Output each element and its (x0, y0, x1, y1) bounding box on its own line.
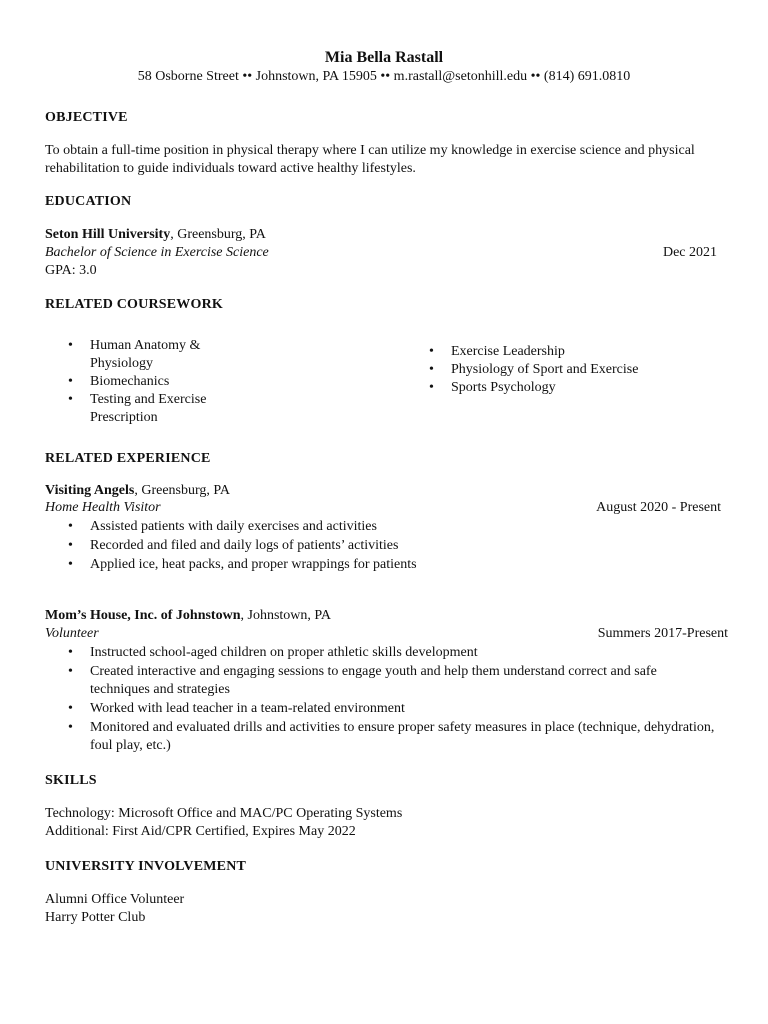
list-item: • Sports Psychology (429, 380, 556, 395)
bullet-icon: • (429, 362, 434, 377)
job-title: Home Health Visitor (45, 500, 161, 515)
school-location: , Greensburg, PA (170, 227, 266, 242)
job-org-line (45, 607, 331, 625)
resume-name: Mia Bella Rastall (324, 49, 444, 66)
skills-additional: Additional: First Aid/CPR Certified, Expires May 2022 (45, 824, 356, 839)
graduation-date: Dec 2021 (662, 245, 717, 260)
list-item: • Testing and Exercise Prescription (68, 392, 207, 425)
bullet-icon: • (68, 664, 73, 679)
list-item: • Exercise Leadership (429, 344, 565, 359)
experience-heading: RELATED EXPERIENCE (45, 451, 211, 466)
bullet-icon: • (68, 519, 73, 534)
job-dates: August 2020 - Present (596, 500, 721, 515)
bullet-icon: • (68, 392, 73, 407)
education-heading: EDUCATION (45, 194, 132, 209)
bullet-icon: • (68, 374, 73, 389)
list-item: • Worked with lead teacher in a team-related environment (68, 701, 405, 716)
job-bullets (66, 644, 716, 755)
involvement-heading: UNIVERSITY INVOLVEMENT (45, 859, 247, 874)
list-item: • Applied ice, heat packs, and proper wrappings for patients (68, 557, 417, 572)
bullet-icon: • (429, 344, 434, 359)
education-school-line (45, 226, 266, 244)
objective-heading: OBJECTIVE (45, 110, 128, 125)
job-org: Visiting Angels (45, 483, 135, 498)
list-item: • Assisted patients with daily exercises and activities (68, 519, 377, 534)
list-item: • Physiology of Sport and Exercise (429, 362, 639, 377)
list-item: • Human Anatomy & Physiology (68, 338, 201, 371)
list-item: • Biomechanics (68, 374, 170, 389)
skills-technology: Technology: Microsoft Office and MAC/PC Operating Systems (45, 806, 403, 821)
coursework-heading: RELATED COURSEWORK (45, 297, 223, 312)
bullet-icon: • (68, 720, 73, 735)
involvement-item: Alumni Office Volunteer (45, 892, 185, 907)
involvement-item: Harry Potter Club (45, 910, 146, 925)
bullet-icon: • (68, 338, 73, 353)
skills-heading: SKILLS (45, 773, 97, 788)
bullet-icon: • (68, 645, 73, 660)
bullet-icon: • (68, 538, 73, 553)
job-location: , Greensburg, PA (134, 483, 231, 498)
job-location: , Johnstown, PA (240, 608, 332, 623)
job-bullets (66, 518, 726, 574)
job-title: Volunteer (45, 626, 99, 641)
bullet-icon: • (68, 557, 73, 572)
degree: Bachelor of Science in Exercise Science (45, 245, 269, 260)
school-name: Seton Hill University (45, 227, 171, 242)
gpa: GPA: 3.0 (45, 263, 97, 278)
job-dates: Summers 2017-Present (597, 626, 728, 641)
list-item: • Instructed school-aged children on proper athletic skills development (68, 645, 478, 660)
list-item: • Monitored and evaluated drills and activities to ensure proper safety measures in place (technique, dehydration, foul play, etc.) (68, 720, 715, 753)
bullet-icon: • (68, 701, 73, 716)
contact-line: 58 Osborne Street •• Johnstown, PA 15905 •• m.rastall@setonhill.edu •• (814) 691.0810 (137, 69, 631, 84)
coursework-list-left (66, 337, 236, 427)
bullet-icon: • (429, 380, 434, 395)
objective-text: To obtain a full-time position in physical therapy where I can utilize my knowledge in exercise science and physical rehabilitation to guide individuals toward active healthy lifestyles. (45, 143, 695, 176)
list-item: • Created interactive and engaging sessions to engage youth and help them understand correct and safe techniques and strategies (68, 664, 657, 697)
job-org-line (45, 482, 230, 500)
job-org: Mom’s House, Inc. of Johnstown (45, 608, 241, 623)
coursework-list-right (427, 343, 727, 397)
list-item: • Recorded and filed and daily logs of patients’ activities (68, 538, 399, 553)
